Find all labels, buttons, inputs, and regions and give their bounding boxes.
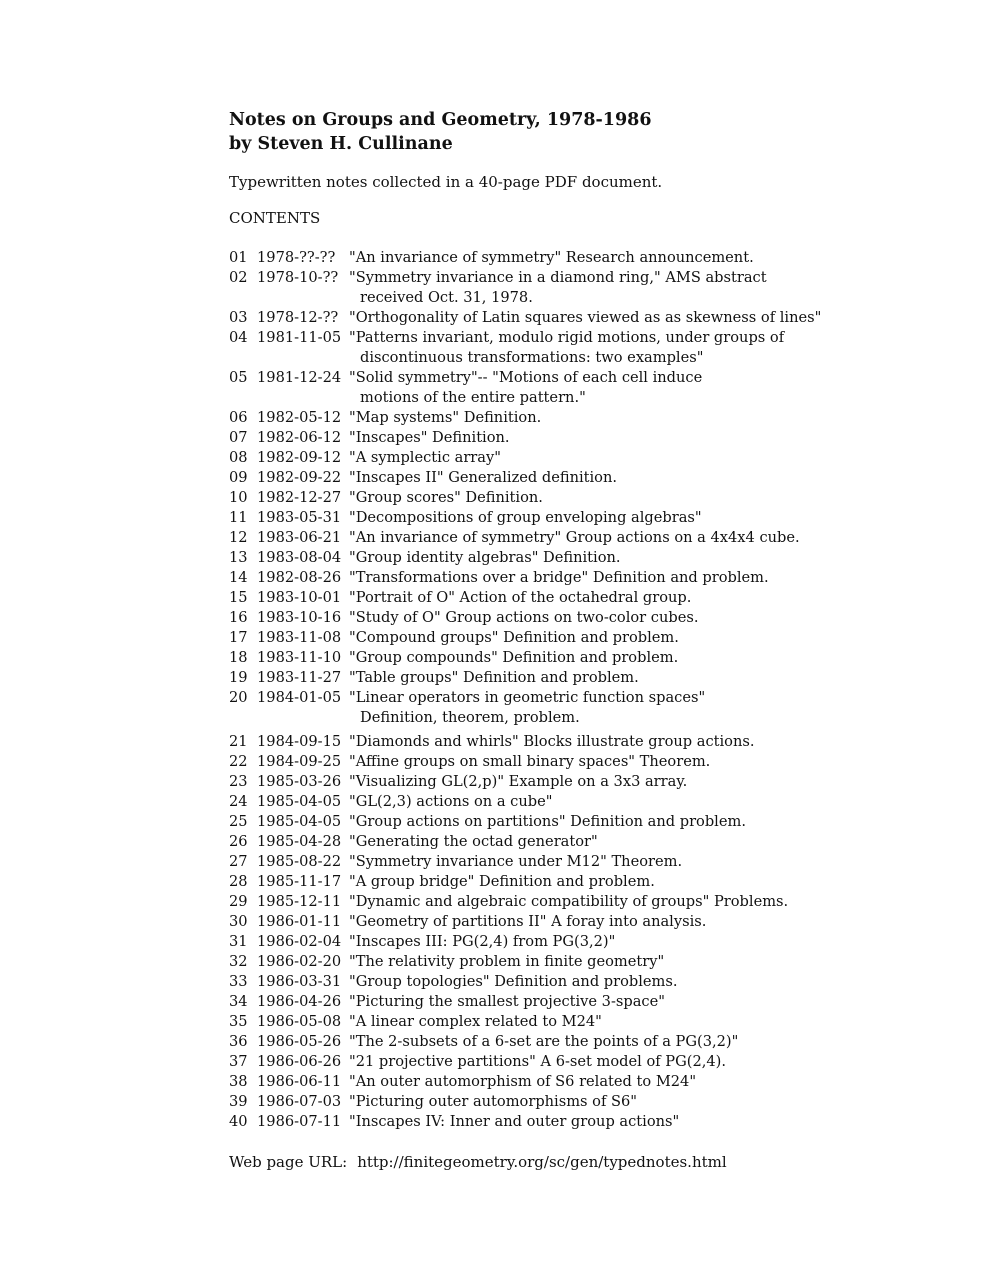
entry-number: 19 <box>229 669 248 686</box>
entry-number: 36 <box>229 1033 248 1050</box>
list-item <box>229 508 949 528</box>
entry-number: 11 <box>229 509 248 526</box>
footer <box>229 1152 727 1172</box>
entry-title: "Group compounds" Definition and problem. <box>349 649 679 666</box>
entry-title: "21 projective partitions" A 6-set model of PG(2,4). <box>349 1053 726 1070</box>
entry-date: 1983-06-21 <box>257 529 342 546</box>
entry-title: "Dynamic and algebraic compatibility of groups" Problems. <box>349 893 789 910</box>
entry-number: 12 <box>229 529 248 546</box>
entry-number: 13 <box>229 549 248 566</box>
entry-title: "Portrait of O" Action of the octahedral group. <box>349 589 692 606</box>
list-item <box>229 872 949 892</box>
entry-number: 35 <box>229 1013 248 1030</box>
entry-title: "Symmetry invariance in a diamond ring," AMS abstract <box>349 269 767 286</box>
entry-number: 26 <box>229 833 248 850</box>
entry-title: "Patterns invariant, modulo rigid motions, under groups of <box>349 329 785 346</box>
intro-text: Typewritten notes collected in a 40-page PDF document. <box>229 173 663 191</box>
entry-number: 32 <box>229 953 248 970</box>
entry-number: 40 <box>229 1113 248 1130</box>
entry-title: "Transformations over a bridge" Definition and problem. <box>349 569 769 586</box>
entry-continuation: motions of the entire pattern." <box>360 389 586 406</box>
entry-title: "Linear operators in geometric function spaces" <box>349 689 706 706</box>
entry-number: 33 <box>229 973 248 990</box>
entry-date: 1985-03-26 <box>257 773 342 790</box>
entry-date: 1983-11-10 <box>257 649 342 666</box>
list-item <box>229 368 949 408</box>
entry-number: 34 <box>229 993 248 1010</box>
entry-number: 38 <box>229 1073 248 1090</box>
entry-date: 1986-05-08 <box>257 1013 342 1030</box>
entry-number: 05 <box>229 369 248 386</box>
entry-date: 1986-05-26 <box>257 1033 342 1050</box>
list-item <box>229 328 949 368</box>
entry-title: "Group topologies" Definition and problems. <box>349 973 678 990</box>
list-item <box>229 1012 949 1032</box>
entry-continuation: discontinuous transformations: two examples" <box>360 349 704 366</box>
entry-title: "A group bridge" Definition and problem. <box>349 873 655 890</box>
entry-date: 1985-12-11 <box>257 893 342 910</box>
entry-date: 1984-09-15 <box>257 733 342 750</box>
entry-title: "Picturing the smallest projective 3-space" <box>349 993 665 1010</box>
entry-title: "Inscapes II" Generalized definition. <box>349 469 618 486</box>
url-label: Web page URL: <box>229 1153 348 1171</box>
entry-title: "Orthogonality of Latin squares viewed as as skewness of lines" <box>349 309 822 326</box>
entry-date: 1982-08-26 <box>257 569 342 586</box>
entry-date: 1986-01-11 <box>257 913 342 930</box>
entry-date: 1985-04-28 <box>257 833 342 850</box>
list-item <box>229 1092 949 1112</box>
entry-date: 1985-04-05 <box>257 793 342 810</box>
entry-number: 28 <box>229 873 248 890</box>
entry-number: 10 <box>229 489 248 506</box>
list-item <box>229 548 949 568</box>
entry-number: 08 <box>229 449 248 466</box>
entry-title: "An outer automorphism of S6 related to M24" <box>349 1073 697 1090</box>
entry-date: 1986-03-31 <box>257 973 342 990</box>
entry-number: 27 <box>229 853 248 870</box>
list-item <box>229 588 949 608</box>
entry-title: "The 2-subsets of a 6-set are the points of a PG(3,2)" <box>349 1033 739 1050</box>
entry-date: 1978-??-?? <box>257 249 336 266</box>
entry-date: 1983-10-16 <box>257 609 342 626</box>
list-item <box>229 468 949 488</box>
entry-number: 16 <box>229 609 248 626</box>
entry-number: 09 <box>229 469 248 486</box>
entry-title: "Map systems" Definition. <box>349 409 542 426</box>
entry-title: "A linear complex related to M24" <box>349 1013 602 1030</box>
list-item <box>229 1032 949 1052</box>
entry-title: "Picturing outer automorphisms of S6" <box>349 1093 637 1110</box>
list-item <box>229 408 949 428</box>
entry-date: 1986-02-04 <box>257 933 342 950</box>
list-item <box>229 268 949 308</box>
list-item <box>229 648 949 668</box>
entry-date: 1981-11-05 <box>257 329 342 346</box>
list-item <box>229 992 949 1012</box>
list-item <box>229 1052 949 1072</box>
entry-title: "The relativity problem in finite geometry" <box>349 953 665 970</box>
entry-title: "An invariance of symmetry" Group actions on a 4x4x4 cube. <box>349 529 800 546</box>
list-item <box>229 688 949 728</box>
entry-title: "Geometry of partitions II" A foray into analysis. <box>349 913 707 930</box>
entry-number: 20 <box>229 689 248 706</box>
entry-number: 39 <box>229 1093 248 1110</box>
list-item <box>229 568 949 588</box>
entry-number: 01 <box>229 249 248 266</box>
entry-number: 31 <box>229 933 248 950</box>
list-item <box>229 932 949 952</box>
entry-title: "Study of O" Group actions on two-color cubes. <box>349 609 699 626</box>
list-item <box>229 1112 949 1132</box>
entry-title: "Inscapes III: PG(2,4) from PG(3,2)" <box>349 933 616 950</box>
list-item <box>229 792 949 812</box>
list-item <box>229 972 949 992</box>
entry-number: 06 <box>229 409 248 426</box>
entry-title: "Visualizing GL(2,p)" Example on a 3x3 array. <box>349 773 688 790</box>
entry-continuation: received Oct. 31, 1978. <box>360 289 533 306</box>
entry-number: 21 <box>229 733 248 750</box>
entry-title: "Table groups" Definition and problem. <box>349 669 639 686</box>
entry-title: "An invariance of symmetry" Research announcement. <box>349 249 754 266</box>
entry-date: 1986-07-11 <box>257 1113 342 1130</box>
entry-title: "Group actions on partitions" Definition and problem. <box>349 813 746 830</box>
list-item <box>229 528 949 548</box>
list-item <box>229 732 949 752</box>
entry-date: 1982-05-12 <box>257 409 342 426</box>
list-item <box>229 428 949 448</box>
entry-date: 1986-02-20 <box>257 953 342 970</box>
entry-date: 1978-10-?? <box>257 269 339 286</box>
entry-title: "Compound groups" Definition and problem. <box>349 629 679 646</box>
list-item <box>229 308 949 328</box>
entry-date: 1983-11-27 <box>257 669 342 686</box>
entry-date: 1984-09-25 <box>257 753 342 770</box>
entry-number: 07 <box>229 429 248 446</box>
list-item <box>229 812 949 832</box>
entry-date: 1983-05-31 <box>257 509 342 526</box>
list-item <box>229 912 949 932</box>
entry-date: 1985-04-05 <box>257 813 342 830</box>
entry-date: 1986-06-26 <box>257 1053 342 1070</box>
list-item <box>229 448 949 468</box>
entry-date: 1982-06-12 <box>257 429 342 446</box>
list-item <box>229 488 949 508</box>
contents-heading: CONTENTS <box>229 209 321 227</box>
entry-title: "Symmetry invariance under M12" Theorem. <box>349 853 683 870</box>
list-item <box>229 1072 949 1092</box>
list-item <box>229 772 949 792</box>
entry-title: "Inscapes" Definition. <box>349 429 510 446</box>
entry-title: "A symplectic array" <box>349 449 501 466</box>
document-title: Notes on Groups and Geometry, 1978-1986 <box>229 110 652 130</box>
entry-title: "Inscapes IV: Inner and outer group actions" <box>349 1113 680 1130</box>
entry-number: 37 <box>229 1053 248 1070</box>
entry-number: 24 <box>229 793 248 810</box>
entry-date: 1984-01-05 <box>257 689 342 706</box>
entry-date: 1983-11-08 <box>257 629 342 646</box>
entry-title: "Decompositions of group enveloping algebras" <box>349 509 702 526</box>
title-block <box>229 108 652 156</box>
list-item <box>229 668 949 688</box>
entry-date: 1986-07-03 <box>257 1093 342 1110</box>
entry-title: "Solid symmetry"-- "Motions of each cell induce <box>349 369 703 386</box>
entry-number: 22 <box>229 753 248 770</box>
list-item <box>229 752 949 772</box>
entry-number: 25 <box>229 813 248 830</box>
entry-number: 18 <box>229 649 248 666</box>
list-item <box>229 852 949 872</box>
entry-number: 14 <box>229 569 248 586</box>
list-item <box>229 608 949 628</box>
entry-continuation: Definition, theorem, problem. <box>360 709 580 726</box>
entry-number: 30 <box>229 913 248 930</box>
entry-date: 1986-04-26 <box>257 993 342 1010</box>
contents-list <box>229 248 949 1132</box>
entry-date: 1982-09-22 <box>257 469 342 486</box>
entry-date: 1982-12-27 <box>257 489 342 506</box>
url-text: http://finitegeometry.org/sc/gen/typednotes.html <box>357 1153 727 1171</box>
entry-number: 04 <box>229 329 248 346</box>
list-item <box>229 628 949 648</box>
entry-date: 1983-10-01 <box>257 589 342 606</box>
list-item <box>229 832 949 852</box>
entry-number: 15 <box>229 589 248 606</box>
entry-date: 1985-08-22 <box>257 853 342 870</box>
document-author: by Steven H. Cullinane <box>229 134 453 154</box>
entry-title: "Diamonds and whirls" Blocks illustrate group actions. <box>349 733 755 750</box>
entry-number: 29 <box>229 893 248 910</box>
entry-date: 1983-08-04 <box>257 549 342 566</box>
entry-title: "Affine groups on small binary spaces" Theorem. <box>349 753 711 770</box>
entry-number: 17 <box>229 629 248 646</box>
entry-date: 1982-09-12 <box>257 449 342 466</box>
entry-date: 1981-12-24 <box>257 369 342 386</box>
entry-date: 1978-12-?? <box>257 309 339 326</box>
list-item <box>229 952 949 972</box>
entry-date: 1985-11-17 <box>257 873 342 890</box>
entry-number: 03 <box>229 309 248 326</box>
entry-title: "Group scores" Definition. <box>349 489 543 506</box>
entry-number: 23 <box>229 773 248 790</box>
entry-date: 1986-06-11 <box>257 1073 342 1090</box>
entry-number: 02 <box>229 269 248 286</box>
entry-title: "Generating the octad generator" <box>349 833 598 850</box>
entry-title: "Group identity algebras" Definition. <box>349 549 621 566</box>
entry-title: "GL(2,3) actions on a cube" <box>349 793 553 810</box>
list-item <box>229 892 949 912</box>
list-item <box>229 248 949 268</box>
